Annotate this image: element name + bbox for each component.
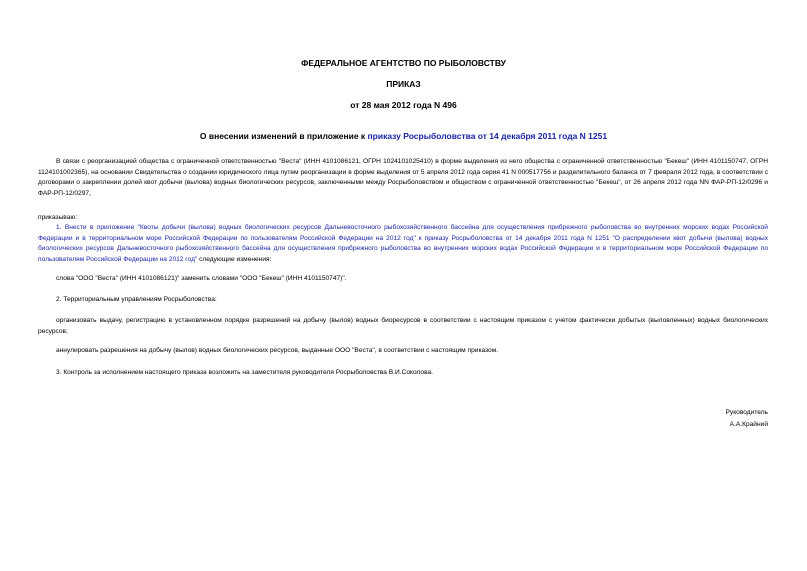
item-2-paragraph: 2. Территориальным управлениям Росрыболовства: — [56, 296, 217, 303]
intro-paragraph: В связи с реорганизацией общества с ограниченной ответственностью "Веста" (ИНН 4101086121, ОГРН 1024101025410) в форме выделения из него общества с ограниченной ответственностью "Бекеш" (ИНН 4101150747, ОГРН 1124101002365), на основании Свидетельства о создании юридического лица путем реорганизации в форме выделения от 5 апреля 2012 года серия 41 N 000517756 и разделительного баланса от 7 февраля 2012 года, в соответствии с договорами о закреплении долей квот добычи (вылова) водных биологических ресурсов, заключенными между Росрыболовством и обществом с ограниченной ответственностью "Бекеш", от 26 апреля 2012 года NN ФАР-РП-12/0296 и ФАР-РП-12/0297, — [38, 158, 768, 197]
subject-order-link[interactable]: приказу Росрыболовства от 14 декабря 2011 года N 1251 — [367, 131, 608, 141]
document-type: ПРИКАЗ — [386, 79, 421, 89]
item-2a-paragraph: организовать выдачу, регистрацию в установленном порядке разрешений на добычу (вылов) водных биоресурсов в соответствии с настоящим приказом с учетом фактически добытых (выловленных) водных биологических ресурсов; — [38, 317, 768, 335]
order-word: приказываю: — [38, 214, 78, 221]
document-subject — [0, 131, 807, 141]
item-1-link[interactable]: 1. Внести в приложение "Квоты добычи (вылова) водных биологических ресурсов Дальневосточного рыбохозяйственного бассейна для осуществления прибрежного рыболовства во внутренних морских водах Российской Федерации и в территориальном море Российской Федерации по пользователям Российской Федерации на 2012 год" к приказу Росрыболовства от 14 декабря 2011 года N 1251 "О распределении квот добычи (вылова) водных биологических ресурсов Дальневосточного рыбохозяйственного бассейна для осуществления прибрежного рыболовства во внутренних морских водах Российской Федерации и в территориальном море Российской Федерации по пользователям Российской Федерации на 2012 год" — [38, 224, 768, 263]
item-1-paragraph — [38, 223, 768, 265]
agency-title: ФЕДЕРАЛЬНОЕ АГЕНТСТВО ПО РЫБОЛОВСТВУ — [301, 58, 506, 68]
signature-title: Руководитель — [725, 409, 768, 416]
replacement-paragraph: слова "ООО "Веста" (ИНН 4101086121)" заменить словами "ООО "Бекеш" (ИНН 4101150747)". — [56, 275, 347, 282]
signature-name: А.А.Крайний — [729, 421, 768, 428]
item-2b-paragraph: аннулировать разрешения на добычу (вылов) водных биологических ресурсов, выданные ООО "Веста", в соответствии с настоящим приказом. — [56, 347, 499, 354]
item-1-tail: следующие изменения: — [197, 255, 272, 263]
item-3-paragraph: 3. Контроль за исполнением настоящего приказа возложить на заместителя руководителя Росрыболовства В.И.Соколова. — [56, 369, 433, 376]
document-date-number: от 28 мая 2012 года N 496 — [350, 100, 457, 110]
subject-prefix: О внесении изменений в приложение к — [199, 131, 368, 141]
